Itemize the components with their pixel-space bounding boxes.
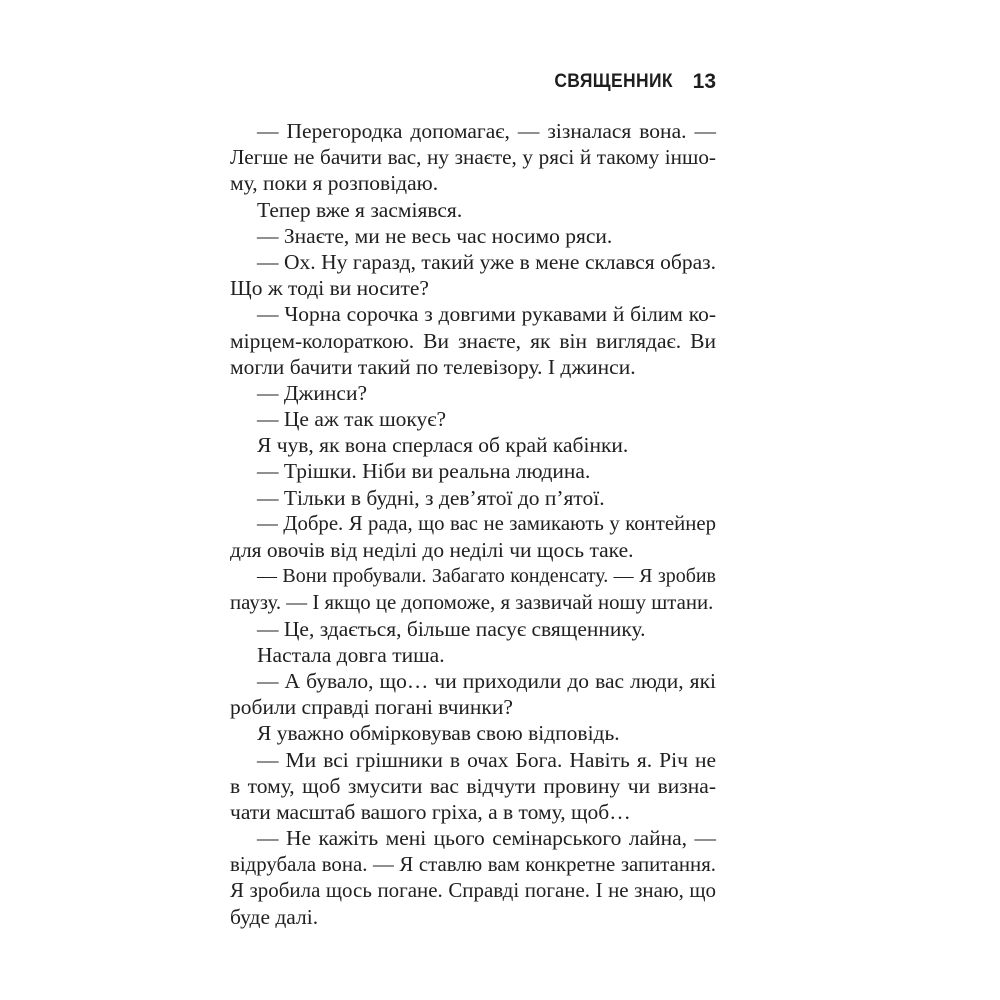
text-line: — Це, здається, більше пасує священнику. — [257, 616, 646, 641]
text-line: Тепер вже я засміявся. — [257, 197, 463, 222]
text-line: — Тільки в будні, з дев’ятої до п’ятої. — [257, 485, 605, 510]
text-line: могли бачити такий по телевізору. І джинси. — [230, 354, 636, 379]
text-line: Я зробила щось погане. Справді погане. І не знаю, що — [230, 878, 716, 903]
text-line: — Чорна сорочка з довгими рукавами й білим ко- — [257, 302, 716, 327]
body-text — [230, 118, 716, 930]
text-line: Легше не бачити вас, ну знаєте, у рясі й такому іншо- — [230, 145, 716, 170]
text-line: Настала довга тиша. — [257, 642, 445, 667]
text-line: — Це аж так шокує? — [257, 407, 447, 432]
text-line: — Вони пробували. Забагато конденсату. — Я зробив — [257, 565, 716, 588]
text-line: робили справді погані вчинки? — [230, 695, 513, 720]
text-line: — Ох. Ну гаразд, такий уже в мене склався образ. — [257, 249, 716, 274]
text-line: — Добре. Я рада, що вас не замикають у контейнер — [257, 511, 716, 535]
text-line: паузу. — І якщо це допоможе, я зазвичай ношу штани. — [230, 590, 714, 615]
page-number: 13 — [692, 70, 716, 93]
text-line: Що ж тоді ви носите? — [230, 276, 429, 301]
text-line: Я чув, як вона сперлася об край кабінки. — [257, 433, 629, 458]
running-title: СВЯЩЕННИК — [553, 71, 673, 92]
text-line: — Перегородка допомагає, — зізналася вона. — — [257, 119, 716, 143]
text-line: му, поки я розповідаю. — [230, 171, 439, 196]
text-line: — Не кажіть мені цього семінарського лайна, — — [257, 826, 716, 851]
text-line: мірцем-колораткою. Ви знаєте, як він виглядає. Ви — [230, 328, 716, 353]
text-line: — А бувало, що… чи приходили до вас люди, які — [257, 668, 716, 693]
running-head — [540, 66, 716, 98]
text-line: — Ми всі грішники в очах Бога. Навіть я. Річ не — [257, 747, 716, 772]
text-line: в тому, щоб змусити вас відчути провину чи визна- — [230, 773, 716, 798]
text-line: для овочів від неділі до неділі чи щось таке. — [230, 538, 634, 562]
text-line: буде далі. — [230, 904, 319, 929]
text-line: Я уважно обмірковував свою відповідь. — [257, 721, 620, 746]
text-line: — Знаєте, ми не весь час носимо ряси. — [257, 223, 613, 248]
text-line: чати масштаб вашого гріха, а в тому, щоб… — [230, 799, 631, 824]
text-line: — Джинси? — [257, 380, 367, 405]
text-line: відрубала вона. — Я ставлю вам конкретне запитання. — [230, 852, 716, 877]
text-line: — Трішки. Ніби ви реальна людина. — [257, 459, 591, 484]
